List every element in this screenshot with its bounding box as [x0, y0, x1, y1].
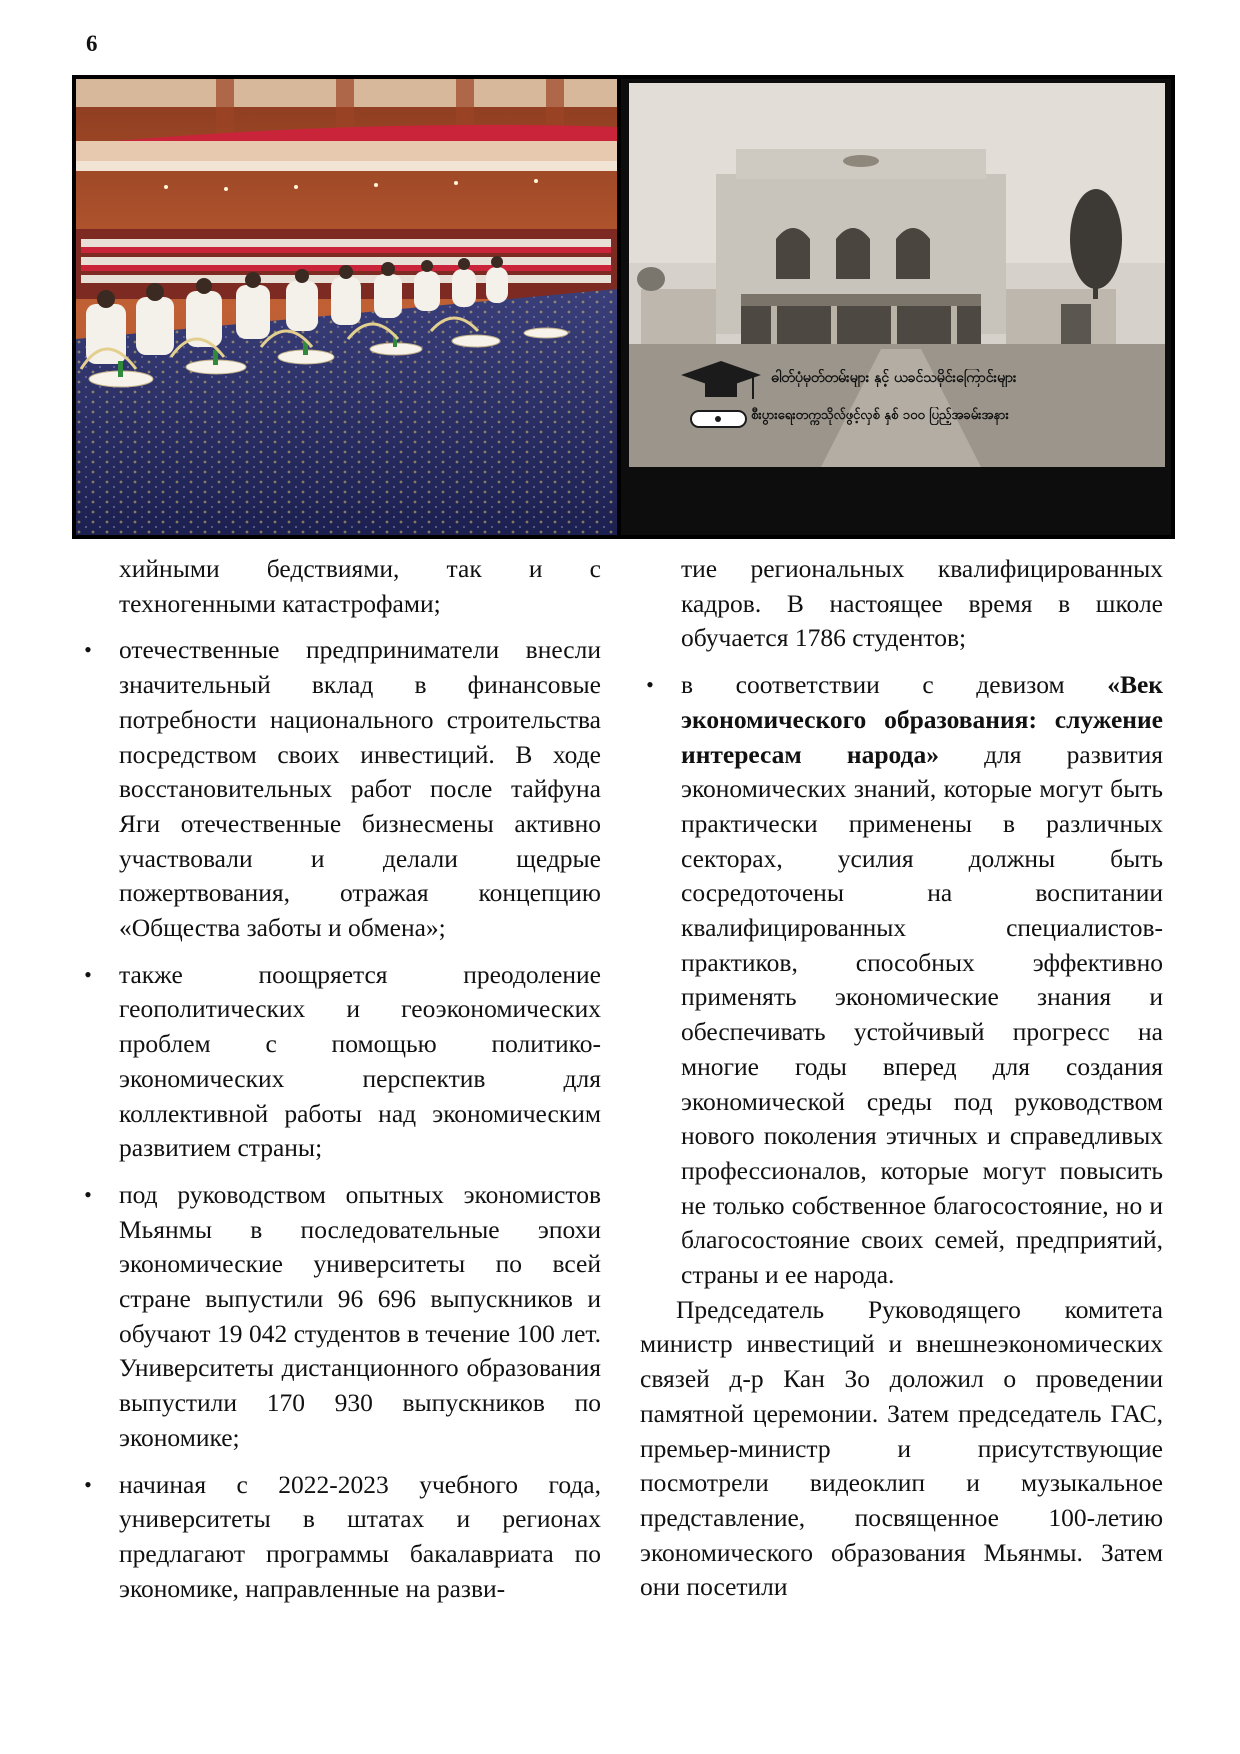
list-item: [78, 958, 601, 1166]
list-item: [78, 633, 601, 945]
photo-caption-line-1: ဓါတ်ပုံမှတ်တမ်းများ နှင့် ယခင်သမိုင်းကြောင်းများ: [771, 370, 1017, 386]
left-continuation-text: хийными бедствиями, так и с техногенными катастрофами;: [119, 554, 601, 618]
photo-caption-line-2: စီးပွားရေးတက္ကသိုလ်ဖွင့်လှစ် နှစ် ၁၀၀ ပြည့်အခမ်းအနား: [751, 408, 1009, 423]
historic-building-photo: [621, 79, 1171, 535]
bullet-icon: •: [84, 1181, 92, 1207]
list-item: [78, 1178, 601, 1456]
bullet-icon: •: [646, 672, 654, 698]
list-item-text: [681, 668, 1163, 1293]
motto-continuation: для развития экономических знаний, которые могут быть практически применены в различных секторах, усилия должны быть сосредоточены на воспитании квалифицированных специалистов-практиков, способных эффективно применять экономические знания и обеспечивать устойчивый прогресс на многие годы вперед для создания экономической среды под руководством нового поколения этичных и справедливых профессионалов, которые могут повысить не только собственное благосостояние, но и благосостояние своих семей, предприятий, страны и ее народа.: [681, 739, 1164, 1290]
bullet-icon: •: [84, 637, 92, 663]
list-item: [78, 1468, 601, 1607]
list-item-text: начиная с 2022-2023 учебного года, университеты в штатах и регионах предлагают программы бакалавриата по экономике, направленные на разви-: [119, 1469, 601, 1603]
list-item-text: отечественные предприниматели внесли значительный вклад в финансовые потребности национального строительства посредством своих инвестиций. В ходе восстановительных работ после тайфуна Яги отечественные бизнесмены активно участвовали и делали щедрые пожертвования, отражая концепцию «Общества заботы и обмена»;: [119, 635, 601, 943]
list-item: [640, 668, 1163, 1293]
body-paragraph: Председатель Руководящего комитета министр инвестиций и внешнеэкономических связей д-р Кан Зо доложил о проведении памятной церемонии. Затем председатель ГАС, премьер-министр и присутствующие посмотрели видеоклип и музыкальное представление, посвященное 100-летию экономического образования Мьянмы. Затем они посетили: [640, 1294, 1163, 1602]
page-number: 6: [86, 31, 98, 56]
motto-bold: «Век экономического образования: служение интересам народа»: [681, 670, 1163, 769]
bullet-icon: •: [84, 1471, 92, 1497]
list-item-text: под руководством опытных экономистов Мьянмы в последовательные эпохи экономические университеты по всей стране выпустили 96 696 выпускников и обучают 19 042 студентов в течение 100 лет. Университеты дистанционного образования выпустили 170 930 выпускников по экономике;: [119, 1179, 601, 1452]
right-continuation-text: тие региональных квалифицированных кадров. В настоящее время в школе обучается 1786 студентов;: [681, 554, 1163, 653]
bullet-icon: •: [84, 961, 92, 987]
right-text-column: [640, 552, 1163, 1605]
motto-lead-in: в соответствии с девизом: [681, 670, 1108, 700]
left-text-column: [78, 552, 601, 1606]
conference-hall-photo: [76, 79, 617, 535]
diploma-scroll-icon: [691, 411, 746, 427]
list-item-text: также поощряется преодоление геополитических и геоэкономических проблем с помощью политико-экономических перспектив для коллективной работы над экономическим развитием страны;: [119, 959, 601, 1163]
photo-strip: [72, 75, 1175, 539]
